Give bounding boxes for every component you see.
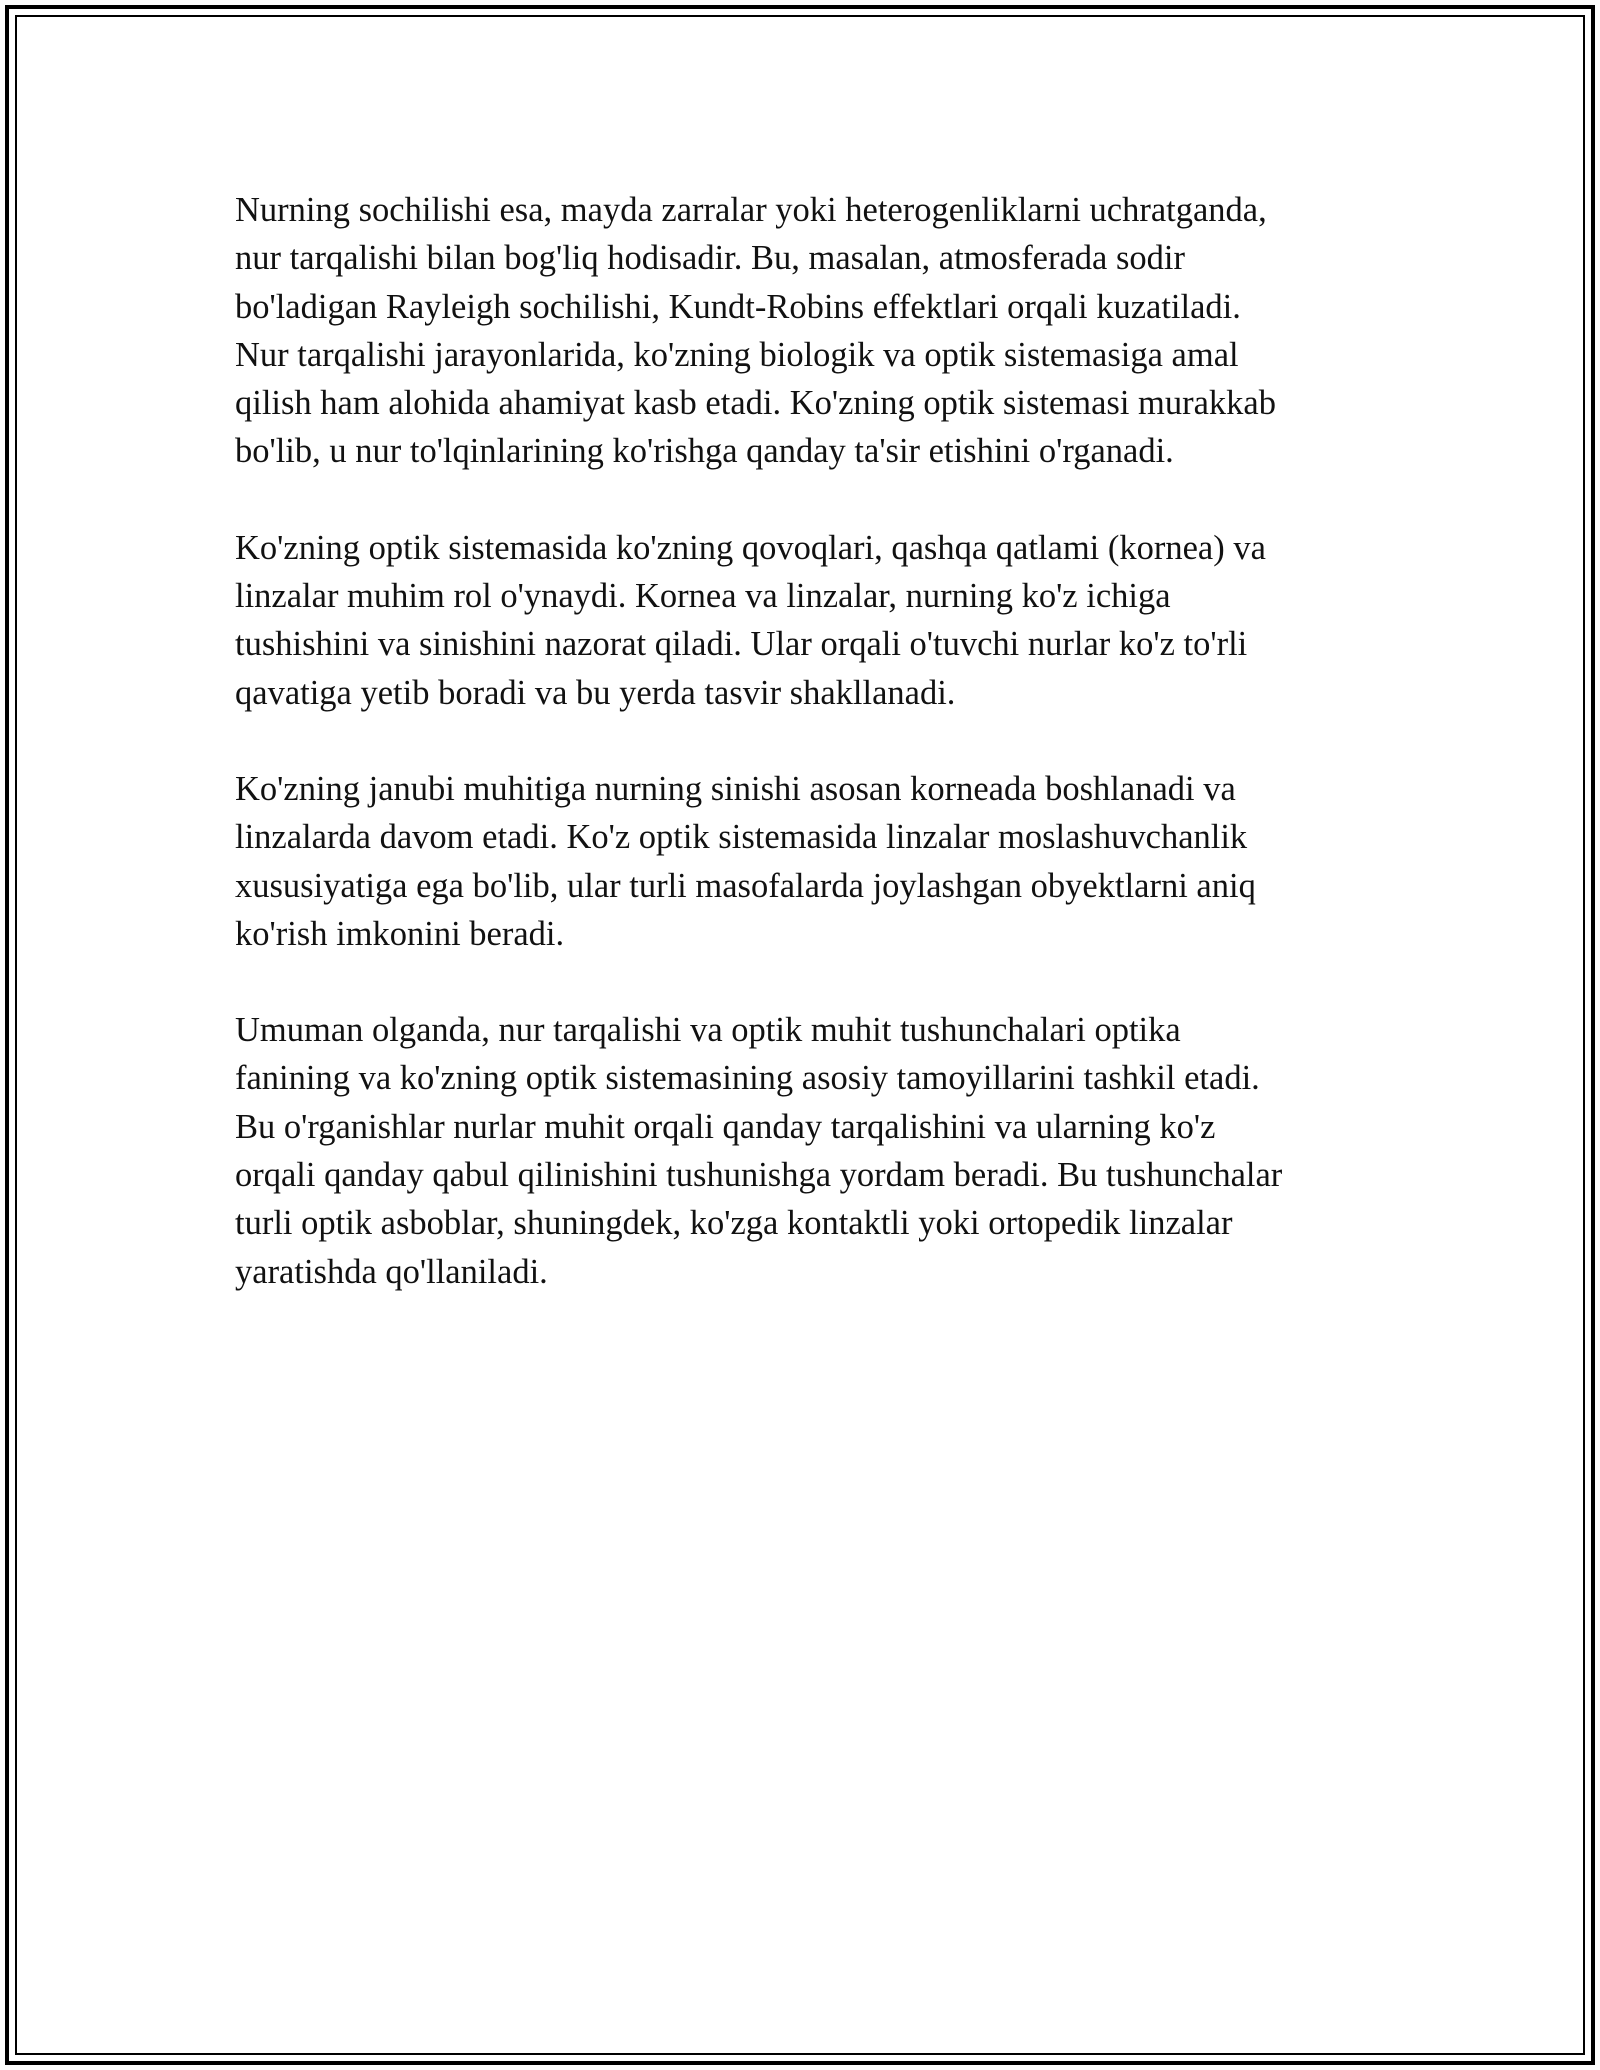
text-line: nur tarqalishi bilan bog'liq hodisadir. Bu, masalan, atmosferada sodir bbox=[235, 239, 1185, 278]
text-line: linzalar muhim rol o'ynaydi. Kornea va linzalar, nurning ko'z ichiga bbox=[235, 577, 1171, 616]
text-line: Ko'zning janubi muhitiga nurning sinishi asosan korneada boshlanadi va bbox=[235, 769, 1236, 808]
paragraph-4 bbox=[235, 1006, 1360, 1296]
text-line: bo'lib, u nur to'lqinlarining ko'rishga qanday ta'sir etishini o'rganadi. bbox=[235, 432, 1174, 471]
text-line: tushishini va sinishini nazorat qiladi. Ular orqali o'tuvchi nurlar ko'z to'rli bbox=[235, 625, 1248, 664]
text-line: fanining va ko'zning optik sistemasining asosiy tamoyillarini tashkil etadi. bbox=[235, 1059, 1260, 1098]
paragraph-1 bbox=[235, 186, 1360, 476]
text-line: Nurning sochilishi esa, mayda zarralar yoki heterogenliklarni uchratganda, bbox=[235, 191, 1267, 229]
text-line: yaratishda qo'llaniladi. bbox=[235, 1252, 548, 1291]
paragraph-3 bbox=[235, 765, 1360, 958]
document-body bbox=[235, 186, 1360, 1344]
text-line: qavatiga yetib boradi va bu yerda tasvir shakllanadi. bbox=[235, 673, 956, 712]
text-line: orqali qanday qabul qilinishini tushunishga yordam beradi. Bu tushunchalar bbox=[235, 1156, 1283, 1195]
text-line: Ko'zning optik sistemasida ko'zning qovoqlari, qashqa qatlami (kornea) va bbox=[235, 528, 1266, 567]
text-line: qilish ham alohida ahamiyat kasb etadi. Ko'zning optik sistemasi murakkab bbox=[235, 384, 1276, 423]
text-line: Nur tarqalishi jarayonlarida, ko'zning biologik va optik sistemasiga amal bbox=[235, 335, 1239, 374]
paragraph-2 bbox=[235, 524, 1360, 717]
text-line: turli optik asboblar, shuningdek, ko'zga kontaktli yoki ortopedik linzalar bbox=[235, 1204, 1233, 1243]
text-line: linzalarda davom etadi. Ko'z optik sistemasida linzalar moslashuvchanlik bbox=[235, 818, 1248, 857]
text-line: bo'ladigan Rayleigh sochilishi, Kundt-Robins effektlari orqali kuzatiladi. bbox=[235, 287, 1241, 326]
text-line: Bu o'rganishlar nurlar muhit orqali qanday tarqalishini va ularning ko'z bbox=[235, 1107, 1216, 1146]
text-line: xususiyatiga ega bo'lib, ular turli masofalarda joylashgan obyektlarni aniq bbox=[235, 866, 1256, 905]
text-line: Umuman olganda, nur tarqalishi va optik muhit tushunchalari optika bbox=[235, 1011, 1181, 1050]
text-line: ko'rish imkonini beradi. bbox=[235, 914, 565, 953]
